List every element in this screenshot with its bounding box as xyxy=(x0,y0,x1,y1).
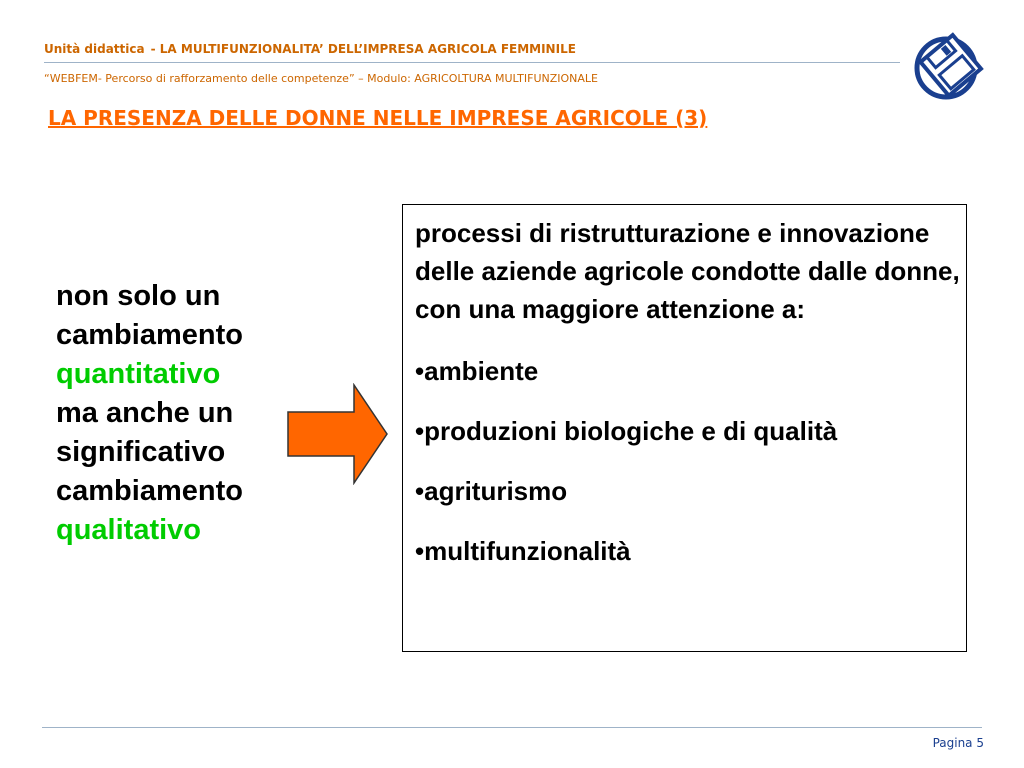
list-item-ambiente: •ambiente xyxy=(415,356,539,386)
list-item-produzioni: •produzioni biologiche e di qualità xyxy=(415,416,838,446)
unit-separator: - xyxy=(150,42,156,56)
highlight-qualitativo: qualitativo xyxy=(56,514,202,546)
attention-list xyxy=(415,356,966,566)
unit-label: Unità didattica xyxy=(44,42,145,56)
left-line-2: cambiamento xyxy=(56,319,243,351)
left-line-1: non solo un xyxy=(56,280,221,312)
left-line-4: significativo xyxy=(56,436,226,468)
footer-divider xyxy=(42,727,982,728)
list-item-multifunzionalita: •multifunzionalità xyxy=(415,536,631,566)
header-divider xyxy=(44,62,900,63)
page-number: Pagina 5 xyxy=(932,736,984,750)
floppy-disk-icon xyxy=(906,26,990,106)
right-arrow-icon xyxy=(284,383,390,485)
left-line-5: cambiamento xyxy=(56,475,243,507)
box-intro: processi di ristrutturazione e innovazione delle aziende agricole condotte dalle donne, con una maggiore attenzione a: xyxy=(415,218,960,324)
unit-header xyxy=(44,42,576,56)
left-statement xyxy=(56,277,306,550)
highlight-quantitativo: quantitativo xyxy=(56,358,221,390)
course-subtitle: “WEBFEM- Percorso di rafforzamento delle competenze” – Modulo: AGRICOLTURA MULTIFUNZIONALE xyxy=(44,72,598,85)
slide-title: LA PRESENZA DELLE DONNE NELLE IMPRESE AGRICOLE (3) xyxy=(48,106,708,130)
left-line-3: ma anche un xyxy=(56,397,234,429)
focus-box xyxy=(402,204,967,652)
unit-title: LA MULTIFUNZIONALITA’ DELL’IMPRESA AGRICOLA FEMMINILE xyxy=(159,42,576,56)
list-item-agriturismo: •agriturismo xyxy=(415,476,568,506)
